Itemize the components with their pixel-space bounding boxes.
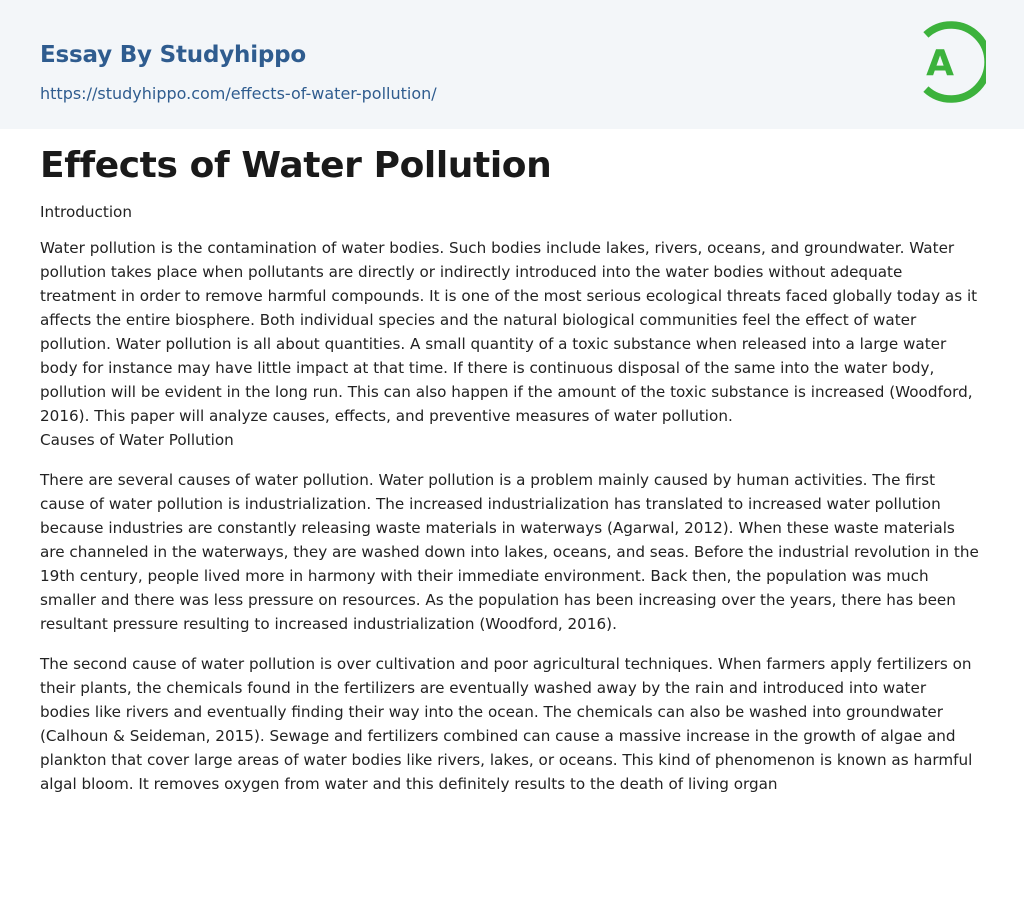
logo-ring-icon <box>912 19 986 105</box>
studyhippo-logo[interactable] <box>912 19 986 105</box>
section-label-introduction: Introduction <box>40 203 132 221</box>
intro-paragraph: Water pollution is the contamination of water bodies. Such bodies include lakes, rivers, oceans, and groundwater. Water pollution takes place when pollutants are directly or indirectly introduced into the water bodies without adequate treatment in order to remove harmful compounds. It is one of the most serious ecological threats faced globally today as it affects the entire biosphere. Both individual species and the natural biological communities feel the effect of water pollution. Water pollution is all about quantities. A small quantity of a toxic substance when released into a large water body for instance may have little impact at that time. If there is continuous disposal of the same into the water body, pollution will be evident in the long run. This can also happen if the amount of the toxic substance is increased (Woodford, 2016). This paper will analyze causes, effects, and preventive measures of water pollution. <box>40 239 978 425</box>
article-body <box>40 200 980 812</box>
article-url-link[interactable]: https://studyhippo.com/effects-of-water-pollution/ <box>40 84 437 103</box>
site-brand[interactable]: Essay By Studyhippo <box>40 42 307 68</box>
causes-paragraph-2: The second cause of water pollution is over cultivation and poor agricultural techniques. When farmers apply fertilizers on their plants, the chemicals found in the fertilizers are eventually washed away by the rain and introduced into water bodies like rivers and eventually finding their way into the ocean. The chemicals can also be washed into groundwater (Calhoun & Seideman, 2015). Sewage and fertilizers combined can cause a massive increase in the growth of algae and plankton that cover large areas of water bodies like rivers, lakes, or oceans. This kind of phenomenon is known as harmful algal bloom. It removes oxygen from water and this definitely results to the death of living organ <box>40 655 973 793</box>
section-label-causes: Causes of Water Pollution <box>40 431 234 449</box>
logo-letter: A <box>926 43 954 84</box>
article-title: Effects of Water Pollution <box>40 145 552 186</box>
causes-paragraph-1: There are several causes of water pollution. Water pollution is a problem mainly caused by human activities. The first cause of water pollution is industrialization. The increased industrialization has translated to increased water pollution because industries are constantly releasing waste materials in waterways (Agarwal, 2012). When these waste materials are channeled in the waterways, they are washed down into lakes, oceans, and seas. Before the industrial revolution in the 19th century, people lived more in harmony with their immediate environment. Back then, the population was much smaller and there was less pressure on resources. As the population has been increasing over the years, there has been resultant pressure resulting to increased industrialization (Woodford, 2016). <box>40 471 979 633</box>
site-header <box>0 0 1024 129</box>
